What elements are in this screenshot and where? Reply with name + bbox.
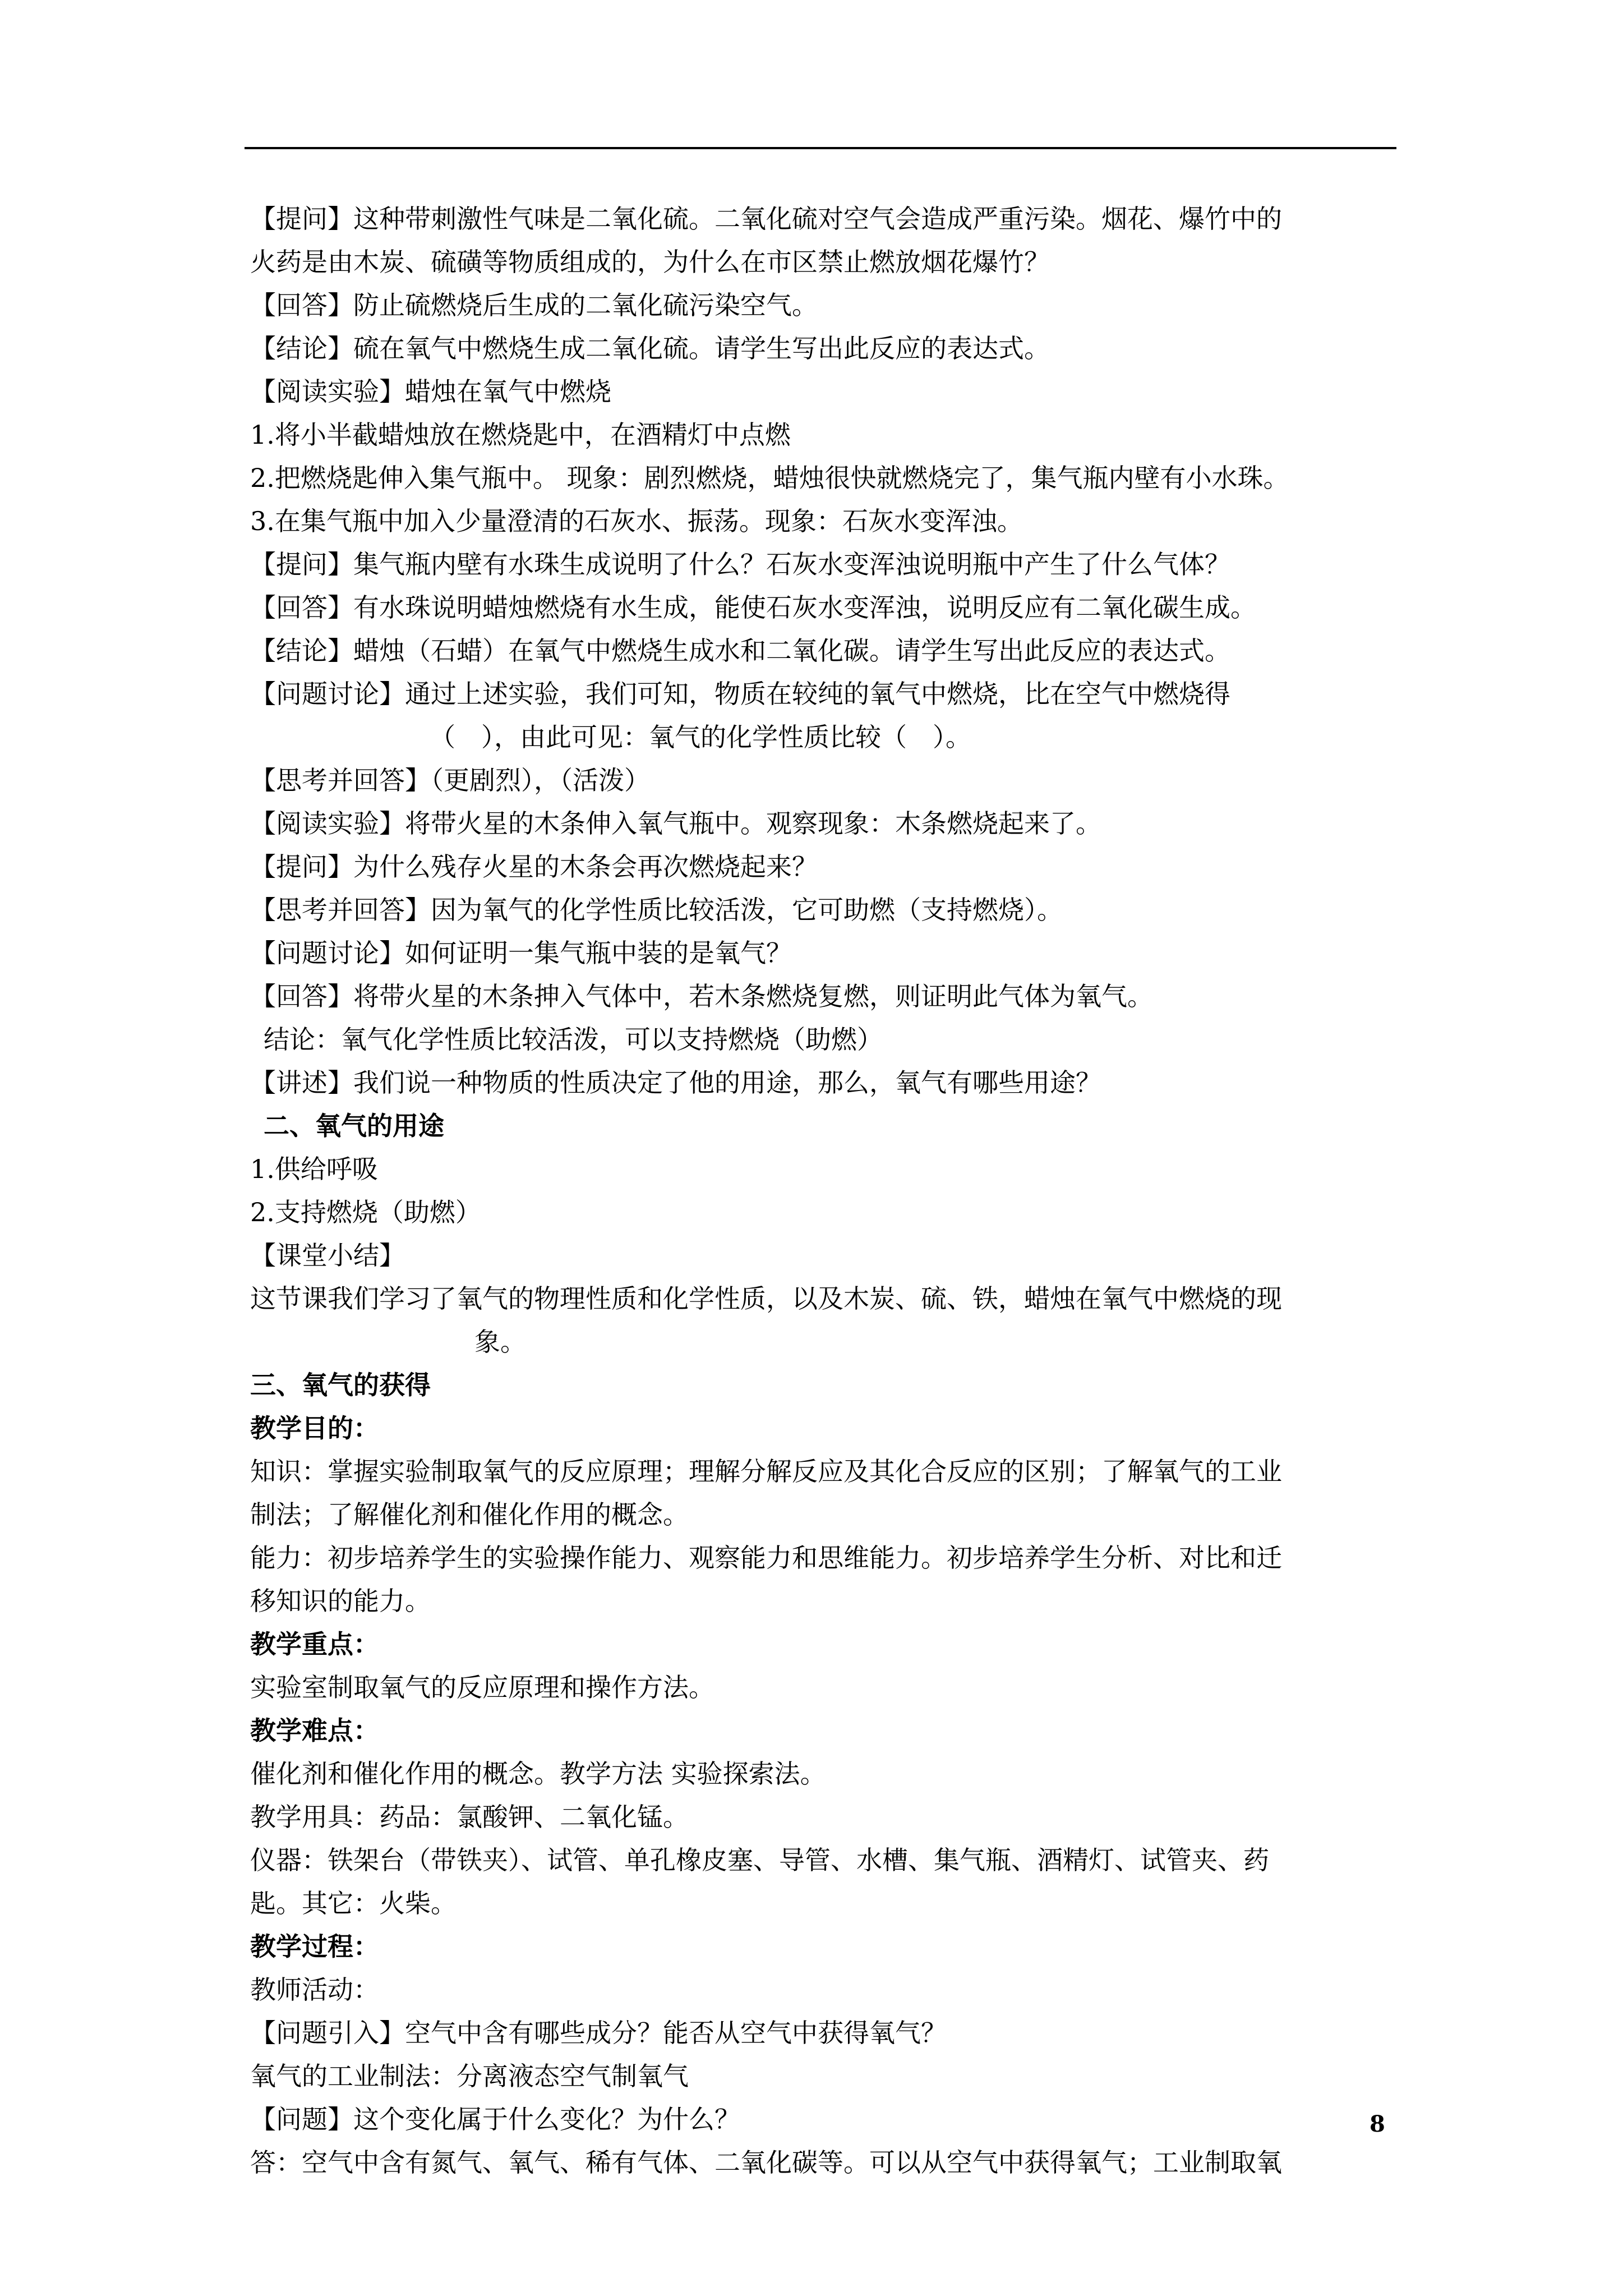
- text-line: 结论：氧气化学性质比较活泼，可以支持燃烧（助燃）: [264, 1024, 883, 1055]
- text-line: 象。: [474, 1327, 526, 1357]
- text-line: 1.将小半截蜡烛放在燃烧匙中，在酒精灯中点燃: [250, 420, 791, 450]
- text-line: 【提问】为什么残存火星的木条会再次燃烧起来？: [250, 852, 818, 882]
- text-line: 教学过程：: [250, 1931, 379, 1962]
- text-line: 【回答】将带火星的木条抻入气体中，若木条燃烧复燃，则证明此气体为氧气。: [250, 981, 1153, 1011]
- text-line: 答：空气中含有氮气、氧气、稀有气体、二氧化碳等。可以从空气中获得氧气；工业制取氧: [250, 2147, 1282, 2178]
- text-line: 【结论】蜡烛（石蜡）在氧气中燃烧生成水和二氧化碳。请学生写出此反应的表达式。: [250, 636, 1230, 666]
- text-line: 【问题讨论】通过上述实验，我们可知，物质在较纯的氧气中燃烧，比在空气中燃烧得: [250, 679, 1230, 709]
- text-line: 二、氧气的用途: [264, 1111, 444, 1141]
- header-rule: [245, 147, 1396, 149]
- text-line: 【思考并回答】因为氧气的化学性质比较活泼，它可助燃（支持燃烧）。: [250, 895, 1063, 925]
- text-line: （ ），由此可见：氧气的化学性质比较（ ）。: [430, 722, 971, 752]
- text-line: 氧气的工业制法：分离液态空气制氧气: [250, 2061, 689, 2091]
- page-number: 8: [1370, 2111, 1385, 2137]
- text-line: 移知识的能力。: [250, 1586, 431, 1616]
- text-line: 知识：掌握实验制取氧气的反应原理；理解分解反应及其化合反应的区别；了解氧气的工业: [250, 1456, 1282, 1487]
- text-line: 3.在集气瓶中加入少量澄清的石灰水、振荡。现象：石灰水变浑浊。: [250, 506, 1023, 536]
- text-line: 【问题引入】空气中含有哪些成分？能否从空气中获得氧气？: [250, 2018, 947, 2048]
- text-line: 匙。其它：火柴。: [250, 1888, 457, 1918]
- text-line: 这节课我们学习了氧气的物理性质和化学性质，以及木炭、硫、铁，蜡烛在氧气中燃烧的现: [250, 1283, 1282, 1314]
- text-line: 制法；了解催化剂和催化作用的概念。: [250, 1499, 689, 1530]
- text-line: 【问题讨论】如何证明一集气瓶中装的是氧气？: [250, 938, 792, 968]
- text-line: 【结论】硫在氧气中燃烧生成二氧化硫。请学生写出此反应的表达式。: [250, 333, 1050, 364]
- text-line: 【阅读实验】将带火星的木条伸入氧气瓶中。观察现象：木条燃烧起来了。: [250, 808, 1101, 839]
- text-line: 【问题】这个变化属于什么变化？为什么？: [250, 2104, 740, 2134]
- text-line: 教学重点：: [250, 1629, 379, 1659]
- text-line: 能力：初步培养学生的实验操作能力、观察能力和思维能力。初步培养学生分析、对比和迁: [250, 1543, 1282, 1573]
- document-body: [250, 197, 1402, 2184]
- text-line: 教学目的：: [250, 1413, 379, 1443]
- text-line: 2.把燃烧匙伸入集气瓶中。 现象：剧烈燃烧，蜡烛很快就燃烧完了，集气瓶内壁有小水珠。: [250, 463, 1289, 493]
- text-line: 火药是由木炭、硫磺等物质组成的，为什么在市区禁止燃放烟花爆竹？: [250, 247, 1050, 277]
- text-line: 教师活动：: [250, 1975, 379, 2005]
- text-line: 教学用具：药品：氯酸钾、二氧化锰。: [250, 1802, 689, 1832]
- text-line: 【提问】集气瓶内壁有水珠生成说明了什么？石灰水变浑浊说明瓶中产生了什么气体？: [250, 549, 1230, 579]
- text-line: 仪器：铁架台（带铁夹）、试管、单孔橡皮塞、导管、水槽、集气瓶、酒精灯、试管夹、药: [250, 1845, 1269, 1875]
- text-line: 2.支持燃烧（助燃）: [250, 1197, 481, 1227]
- text-line: 【阅读实验】蜡烛在氧气中燃烧: [250, 376, 611, 407]
- text-line: 三、氧气的获得: [250, 1370, 431, 1400]
- text-line: 【回答】防止硫燃烧后生成的二氧化硫污染空气。: [250, 290, 818, 320]
- text-line: 1.供给呼吸: [250, 1154, 378, 1184]
- text-line: 【课堂小结】: [250, 1240, 405, 1271]
- text-line: 【提问】这种带刺激性气味是二氧化硫。二氧化硫对空气会造成严重污染。烟花、爆竹中的: [250, 204, 1282, 234]
- text-line: 【讲述】我们说一种物质的性质决定了他的用途，那么，氧气有哪些用途？: [250, 1068, 1101, 1098]
- text-line: 催化剂和催化作用的概念。教学方法 实验探索法。: [250, 1759, 826, 1789]
- text-line: 【思考并回答】（更剧烈），（活泼）: [250, 765, 650, 795]
- text-line: 教学难点：: [250, 1715, 379, 1746]
- text-line: 【回答】有水珠说明蜡烛燃烧有水生成，能使石灰水变浑浊，说明反应有二氧化碳生成。: [250, 592, 1256, 623]
- text-line: 实验室制取氧气的反应原理和操作方法。: [250, 1672, 714, 1703]
